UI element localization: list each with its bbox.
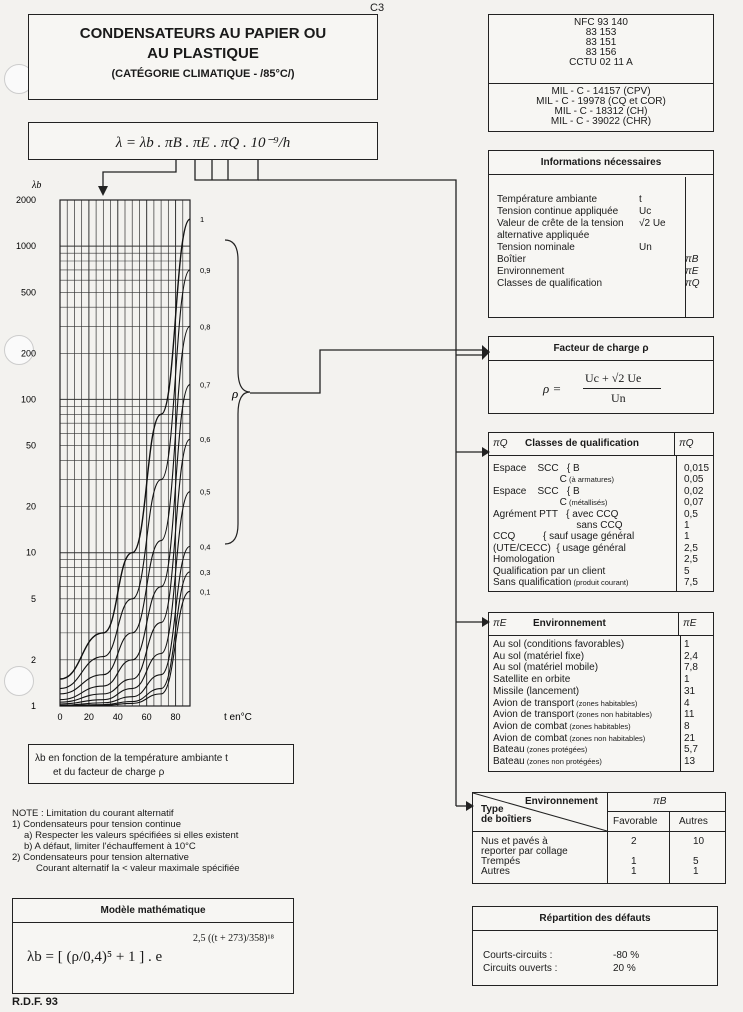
info-label: Valeur de crête de la tension [497, 218, 624, 229]
page-code: C3 [370, 2, 385, 14]
environment-label-sub: (zones non protégées) [524, 757, 602, 767]
environment-label-text: Au sol (matériel fixe) [493, 650, 585, 662]
quality-label-text: C [493, 474, 567, 486]
note-line6: Courant alternatif Ia < valeur maximale spécifiée [36, 863, 240, 874]
environment-label-text: Au sol (conditions favorables) [493, 639, 625, 650]
quality-label-sub: (produit courant) [571, 578, 629, 588]
housing-box [472, 792, 726, 884]
quality-label [493, 463, 676, 474]
info-pi: πB [685, 254, 699, 265]
info-row [497, 218, 713, 230]
info-row [497, 278, 713, 290]
quality-label [493, 554, 676, 565]
defects-title: Répartition des défauts [473, 907, 717, 931]
note-block [12, 808, 240, 874]
housing-other: 5 [693, 856, 699, 867]
info-symbol [639, 266, 685, 278]
housing-row [481, 857, 725, 867]
chart-caption-line1: λb en fonction de la température ambiante t [35, 753, 228, 764]
environment-label-sub: (zones habitables) [567, 721, 631, 731]
housing-fav: 2 [631, 836, 637, 847]
y-tick-label: 2 [30, 654, 36, 665]
quality-label-text: C [493, 497, 567, 509]
environment-row [493, 721, 711, 733]
info-symbol: Un [639, 242, 652, 253]
quality-label [493, 520, 676, 531]
x-tick-label: 80 [170, 712, 181, 722]
lambda-chart [0, 170, 330, 723]
info-symbol [639, 254, 685, 266]
defect-value: 20 % [613, 963, 636, 974]
nfc-standard: 83 151 [585, 37, 617, 48]
y-tick-label: 100 [20, 394, 36, 405]
mil-standard: MIL - C - 14157 (CPV) [551, 86, 651, 97]
quality-label-text: Qualification par un client [493, 565, 606, 577]
rho-label: 0,5 [200, 487, 211, 497]
info-pi: πE [685, 266, 699, 277]
quality-row [493, 566, 711, 577]
y-tick-label: 2000 [15, 195, 36, 205]
environment-value: 7,8 [684, 662, 698, 674]
charge-title: Facteur de charge ρ [489, 337, 713, 361]
environment-value: 2,4 [684, 650, 698, 662]
quality-value: 7,5 [684, 577, 698, 589]
quality-label-text: (UTE/CECC) { usage général [493, 542, 626, 554]
environment-row [493, 639, 711, 651]
info-label: Tension continue appliquée [497, 206, 619, 217]
quality-value: 0,07 [684, 497, 704, 509]
environment-value: 4 [684, 697, 690, 709]
quality-label-sub: (à armatures) [566, 475, 615, 485]
info-pi [685, 242, 705, 254]
note-line5: 2) Condensateurs pour tension alternative [12, 852, 189, 863]
x-tick-label: 60 [141, 712, 152, 722]
info-label: Environnement [497, 266, 565, 277]
quality-row [493, 531, 711, 542]
quality-value: 0,05 [684, 474, 704, 486]
quality-value: 5 [684, 565, 690, 577]
environment-value: 21 [684, 732, 696, 744]
info-title: Informations nécessaires [489, 151, 713, 175]
environment-header [489, 613, 713, 636]
y-tick-label: 50 [25, 440, 36, 451]
mil-standard: MIL - C - 18312 (CH) [554, 106, 648, 117]
quality-pi-col: πQ [674, 433, 713, 455]
title-line3: (CATÉGORIE CLIMATIQUE - /85°C/) [111, 68, 295, 80]
environment-label [493, 709, 676, 721]
y-tick-label: 500 [20, 287, 36, 298]
environment-label [493, 639, 676, 651]
y-tick-label: 1 [30, 701, 36, 711]
title-box [28, 14, 378, 100]
environment-label-text: Bateau [493, 744, 525, 756]
quality-label [493, 474, 676, 485]
environment-label-sub: (zones non habitables) [567, 733, 646, 743]
quality-title: Classes de qualification [525, 438, 639, 449]
quality-label-text: Sans qualification [493, 577, 572, 589]
environment-value: 31 [684, 685, 696, 697]
environment-label [493, 674, 676, 686]
quality-row [493, 520, 711, 531]
info-row [497, 266, 713, 278]
environment-label [493, 733, 676, 745]
footer-text: R.D.F. 93 [12, 996, 58, 1008]
chart-caption-line2: et du facteur de charge ρ [53, 767, 165, 778]
quality-label [493, 543, 676, 554]
environment-label [493, 756, 676, 768]
info-label: Classes de qualification [497, 278, 603, 289]
environment-rows [493, 639, 711, 768]
charge-denominator: Un [611, 391, 626, 405]
quality-rows [493, 463, 711, 588]
info-box [488, 150, 714, 318]
charge-numerator: Uc + √2 Ue [585, 371, 642, 385]
environment-title: Environnement [533, 618, 606, 629]
quality-label [493, 486, 676, 497]
nfc-standards [489, 15, 713, 68]
environment-label-text: Bateau [493, 756, 525, 768]
charge-box [488, 336, 714, 414]
chart-caption-box [28, 744, 294, 784]
environment-label-text: Avion de transport [493, 709, 574, 721]
info-label: Boîtier [497, 254, 526, 265]
y-tick-label: 1000 [15, 241, 36, 252]
mil-standards [489, 87, 713, 127]
environment-row [493, 662, 711, 674]
model-title: Modèle mathématique [13, 899, 293, 923]
info-rows [497, 194, 713, 290]
info-row [497, 230, 713, 242]
info-symbol [639, 278, 685, 290]
environment-label-sub: (zones protégées) [524, 745, 588, 755]
quality-label [493, 566, 676, 577]
quality-value: 1 [684, 520, 690, 532]
environment-label-text: Satellite en orbite [493, 674, 571, 686]
environment-row [493, 686, 711, 698]
title-line1: CONDENSATEURS AU PAPIER OU [79, 25, 327, 42]
x-axis-label: t en°C [224, 712, 252, 723]
formula-box [28, 122, 378, 160]
quality-label-text: Homologation [493, 554, 555, 566]
quality-label-text: sans CCQ [493, 520, 623, 532]
quality-row [493, 474, 711, 485]
standards-divider [489, 83, 713, 84]
quality-box [488, 432, 714, 592]
quality-label [493, 509, 676, 520]
charge-fraction-bar [583, 388, 661, 389]
housing-h2 [473, 831, 725, 832]
environment-row [493, 733, 711, 745]
y-tick-label: 10 [25, 547, 36, 558]
note-line1: NOTE : Limitation du courant alternatif [12, 808, 174, 819]
housing-other: 10 [693, 836, 705, 847]
quality-row [493, 577, 711, 588]
environment-row [493, 698, 711, 710]
mil-standard: MIL - C - 39022 (CHR) [550, 116, 652, 127]
info-row [497, 242, 713, 254]
info-label: alternative appliquée [497, 230, 590, 241]
rho-label: 0,8 [200, 322, 211, 332]
y-axis-label: λb [32, 180, 42, 191]
x-tick-label: 20 [83, 712, 94, 722]
housing-col-fav: Favorable [613, 816, 658, 827]
note-line3: a) Respecter les valeurs spécifiées si elles existent [24, 830, 239, 841]
y-tick-label: 5 [30, 593, 36, 604]
environment-label-sub: (zones non habitables) [573, 710, 652, 720]
quality-label [493, 531, 676, 542]
rho-label: 0,1 [200, 587, 211, 597]
environment-pi-col: πE [678, 613, 713, 635]
y-tick-label: 20 [25, 501, 36, 512]
housing-h1 [607, 811, 725, 812]
quality-row [493, 554, 711, 565]
quality-label [493, 497, 676, 508]
environment-row [493, 651, 711, 663]
formula-text: λ = λb . πB . πE . πQ . 10⁻⁹/h [115, 135, 291, 151]
quality-label-text: Espace SCC { B [493, 463, 580, 474]
environment-value: 1 [684, 674, 690, 686]
environment-label [493, 721, 676, 733]
housing-row [481, 837, 725, 857]
info-label: Température ambiante [497, 194, 598, 205]
environment-label-text: Avion de combat [493, 732, 568, 744]
environment-row [493, 709, 711, 721]
environment-row [493, 674, 711, 686]
housing-env-header: Environnement [525, 796, 598, 807]
environment-row [493, 744, 711, 756]
model-exponent: 2,5 ((t + 273)/358)¹⁸ [193, 933, 275, 944]
environment-label [493, 744, 676, 756]
y-tick-label: 200 [20, 348, 36, 359]
model-box [12, 898, 294, 994]
quality-label-text: Agrément PTT { avec CCQ [493, 508, 619, 520]
environment-label [493, 662, 676, 674]
info-symbol: Uc [639, 206, 652, 217]
info-row [497, 206, 713, 218]
quality-value: 0,5 [684, 508, 698, 520]
housing-row [481, 867, 725, 877]
environment-box [488, 612, 714, 772]
environment-value: 13 [684, 756, 696, 768]
environment-label-text: Missile (lancement) [493, 685, 580, 697]
info-row [497, 194, 713, 206]
info-row [497, 254, 713, 266]
info-pi [685, 194, 705, 206]
housing-type-header: Type de boîtiers [481, 804, 532, 825]
environment-label-text: Avion de combat [493, 720, 568, 732]
nfc-standard: 83 156 [585, 47, 617, 58]
housing-fav: 1 [631, 866, 637, 877]
defect-label: Courts-circuits : [483, 950, 553, 961]
defect-row [483, 962, 717, 975]
quality-pi: πQ [493, 438, 508, 449]
defect-rows [483, 949, 717, 975]
info-pi [685, 206, 705, 218]
x-tick-label: 40 [112, 712, 123, 722]
housing-label: Trempés [481, 856, 521, 867]
mil-standard: MIL - C - 19978 (CQ et COR) [536, 96, 666, 107]
environment-label-text: Avion de transport [493, 697, 574, 709]
note-line4: b) A défaut, limiter l'échauffement à 10°C [24, 841, 196, 852]
rho-label: 0,6 [200, 435, 211, 445]
quality-row [493, 486, 711, 497]
housing-label: Autres [481, 866, 510, 877]
standards-box [488, 14, 714, 132]
info-pi [685, 230, 705, 242]
note-line2: 1) Condensateurs pour tension continue [12, 819, 182, 830]
model-formula: λb = [ (ρ/0,4)⁵ + 1 ] . e [27, 949, 163, 965]
housing-other: 1 [693, 866, 699, 877]
housing-rows [481, 837, 725, 877]
rho-label: 0,7 [200, 380, 211, 390]
environment-value: 8 [684, 720, 690, 732]
quality-row [493, 497, 711, 508]
info-pi: πQ [685, 278, 700, 289]
quality-row [493, 509, 711, 520]
housing-fav: 1 [631, 856, 637, 867]
info-label: Tension nominale [497, 242, 575, 253]
nfc-standard: 83 153 [585, 27, 617, 38]
housing-label: Nus et pavés à reporter par collage [481, 836, 568, 857]
quality-label-text: Espace SCC { B [493, 485, 580, 497]
charge-lhs: ρ = [543, 381, 562, 396]
title-line2: AU PLASTIQUE [147, 45, 259, 62]
quality-label-text: CCQ { sauf usage général [493, 531, 635, 543]
housing-pi: πB [653, 796, 667, 807]
info-symbol: √2 Ue [639, 218, 666, 229]
quality-value: 0,02 [684, 485, 704, 497]
environment-row [493, 756, 711, 768]
environment-value: 5,7 [684, 744, 698, 756]
defect-label: Circuits ouverts : [483, 963, 558, 974]
defect-value: -80 % [613, 950, 640, 961]
nfc-standard: NFC 93 140 [574, 17, 628, 28]
environment-pi: πE [493, 618, 507, 629]
defects-box [472, 906, 718, 986]
quality-value: 2,5 [684, 554, 698, 566]
quality-row [493, 543, 711, 554]
quality-row [493, 463, 711, 474]
environment-label [493, 698, 676, 710]
quality-header [489, 433, 713, 456]
environment-label-sub: (zones habitables) [573, 698, 638, 708]
rho-label: 0,9 [200, 265, 211, 275]
environment-label [493, 686, 676, 698]
quality-value: 2,5 [684, 542, 698, 554]
x-tick-label: 0 [57, 712, 63, 722]
info-pi [685, 218, 705, 230]
rho-label: 0,3 [200, 567, 211, 577]
housing-col-other: Autres [679, 816, 708, 827]
rho-label: 1 [200, 215, 205, 225]
environment-value: 1 [684, 639, 690, 650]
environment-label [493, 651, 676, 663]
environment-label-text: Au sol (matériel mobile) [493, 662, 599, 674]
info-symbol [639, 230, 685, 242]
defect-row [483, 949, 717, 962]
quality-value: 1 [684, 531, 690, 543]
info-symbol: t [639, 194, 642, 205]
rho-label: 0,4 [200, 542, 211, 552]
nfc-standard: CCTU 02 11 A [569, 57, 633, 68]
rho-symbol: ρ [232, 386, 239, 401]
quality-label [493, 577, 676, 588]
quality-label-sub: (métallisés) [566, 498, 608, 508]
environment-value: 11 [684, 709, 695, 721]
quality-value: 0,015 [684, 463, 710, 474]
